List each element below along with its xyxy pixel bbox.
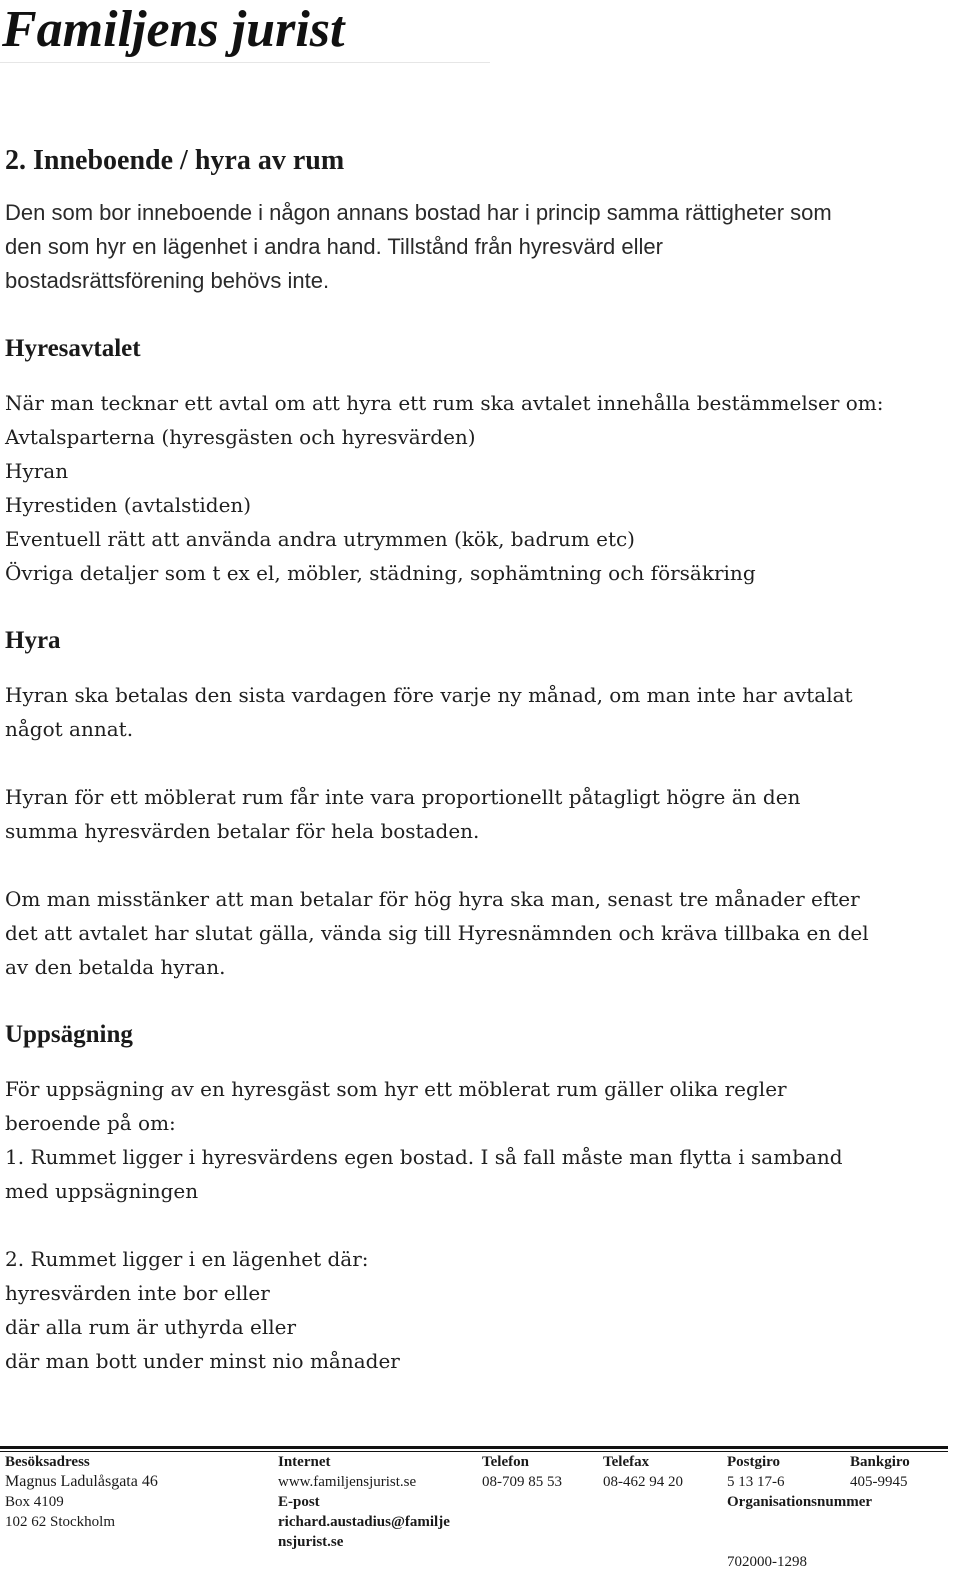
- uppsagning-line: För uppsägning av en hyresgäst som hyr ett möblerat rum gäller olika regler: [5, 1077, 787, 1101]
- footer-besoksadress: [5, 1452, 158, 1532]
- hyresavtalet-heading: Hyresavtalet: [5, 335, 141, 362]
- email-link[interactable]: nsjurist.se: [278, 1534, 344, 1550]
- footer-internet: [278, 1452, 450, 1552]
- hyresavtalet-list: [5, 386, 950, 590]
- telefon-value: 08-709 85 53: [482, 1474, 562, 1490]
- hyra-line: det att avtalet har slutat gälla, vända sig till Hyresnämnden och kräva tillbaka en del: [5, 921, 869, 945]
- section-heading: 2. Inneboende / hyra av rum: [5, 145, 345, 176]
- logo-wordmark: [0, 0, 490, 62]
- address-line: Magnus Ladulåsgata 46: [5, 1473, 158, 1490]
- hyresavtalet-line: Hyran: [5, 459, 69, 483]
- uppsagning-line: hyresvärden inte bor eller: [5, 1281, 270, 1305]
- bankgiro-heading: Bankgiro: [850, 1454, 910, 1470]
- bankgiro-value: 405-9945: [850, 1474, 908, 1490]
- telefax-heading: Telefax: [603, 1454, 650, 1470]
- uppsagning-paragraph: [5, 1072, 950, 1208]
- hyresavtalet-line: Eventuell rätt att använda andra utrymmen (kök, badrum etc): [5, 527, 635, 551]
- uppsagning-text: [5, 1072, 950, 1378]
- telefon-heading: Telefon: [482, 1454, 529, 1470]
- hyresavtalet-line: Övriga detaljer som t ex el, möbler, städning, sophämtning och försäkring: [5, 561, 756, 585]
- hyra-paragraph: [5, 780, 950, 848]
- address-line: Box 4109: [5, 1494, 64, 1510]
- telefax-value: 08-462 94 20: [603, 1474, 683, 1490]
- intro-line: den som hyr en lägenhet i andra hand. Tillstånd från hyresvärd eller: [5, 234, 663, 259]
- footer-telefax: [603, 1452, 683, 1492]
- hyresavtalet-line: När man tecknar ett avtal om att hyra ett rum ska avtalet innehålla bestämmelser om:: [5, 391, 884, 415]
- footer-bankgiro: [850, 1452, 910, 1492]
- uppsagning-paragraph: [5, 1242, 950, 1378]
- intro-paragraph: [5, 196, 950, 298]
- hyra-paragraph: [5, 882, 950, 984]
- uppsagning-line: 1. Rummet ligger i hyresvärdens egen bostad. I så fall måste man flytta i samband: [5, 1145, 843, 1169]
- email-label: E-post: [278, 1494, 320, 1510]
- uppsagning-line: där alla rum är uthyrda eller: [5, 1315, 297, 1339]
- uppsagning-line: beroende på om:: [5, 1111, 176, 1135]
- logo-divider: [0, 62, 490, 63]
- footer-spacer: [727, 1512, 872, 1532]
- footer-spacer: [727, 1532, 872, 1552]
- hyra-line: Hyran för ett möblerat rum får inte vara proportionellt påtagligt högre än den: [5, 785, 801, 809]
- address-line: 102 62 Stockholm: [5, 1514, 116, 1530]
- postgiro-heading: Postgiro: [727, 1454, 781, 1470]
- besoksadress-heading: Besöksadress: [5, 1454, 90, 1470]
- org-label: Organisationsnummer: [727, 1494, 873, 1510]
- hyresavtalet-line: Avtalsparterna (hyresgästen och hyresvärden): [5, 425, 476, 449]
- hyra-heading: Hyra: [5, 627, 61, 654]
- intro-line: Den som bor inneboende i någon annans bostad har i princip samma rättigheter som: [5, 200, 832, 225]
- email-link[interactable]: richard.austadius@familje: [278, 1514, 450, 1530]
- hyra-line: Om man misstänker att man betalar för hög hyra ska man, senast tre månader efter: [5, 887, 860, 911]
- hyra-text: [5, 678, 950, 984]
- footer-telefon: [482, 1452, 562, 1492]
- document-body: [5, 140, 950, 1378]
- uppsagning-line: 2. Rummet ligger i en lägenhet där:: [5, 1247, 369, 1271]
- logo: [0, 0, 490, 70]
- hyra-line: av den betalda hyran.: [5, 955, 226, 979]
- hyra-line: något annat.: [5, 717, 134, 741]
- uppsagning-line: med uppsägningen: [5, 1179, 199, 1203]
- website-link[interactable]: www.familjensjurist.se: [278, 1474, 417, 1490]
- uppsagning-heading: Uppsägning: [5, 1021, 133, 1048]
- hyra-line: Hyran ska betalas den sista vardagen före varje ny månad, om man inte har avtalat: [5, 683, 853, 707]
- postgiro-value: 5 13 17-6: [727, 1474, 785, 1490]
- intro-line: bostadsrättsförening behövs inte.: [5, 268, 330, 293]
- logo-text: Familjens jurist: [2, 1, 345, 58]
- hyra-line: summa hyresvärden betalar för hela bostaden.: [5, 819, 480, 843]
- hyra-paragraph: [5, 678, 950, 746]
- uppsagning-line: där man bott under minst nio månader: [5, 1349, 400, 1373]
- footer-divider-thick: [0, 1446, 948, 1449]
- hyresavtalet-line: Hyrestiden (avtalstiden): [5, 493, 252, 517]
- internet-heading: Internet: [278, 1454, 331, 1470]
- org-value: 702000-1298: [727, 1554, 807, 1570]
